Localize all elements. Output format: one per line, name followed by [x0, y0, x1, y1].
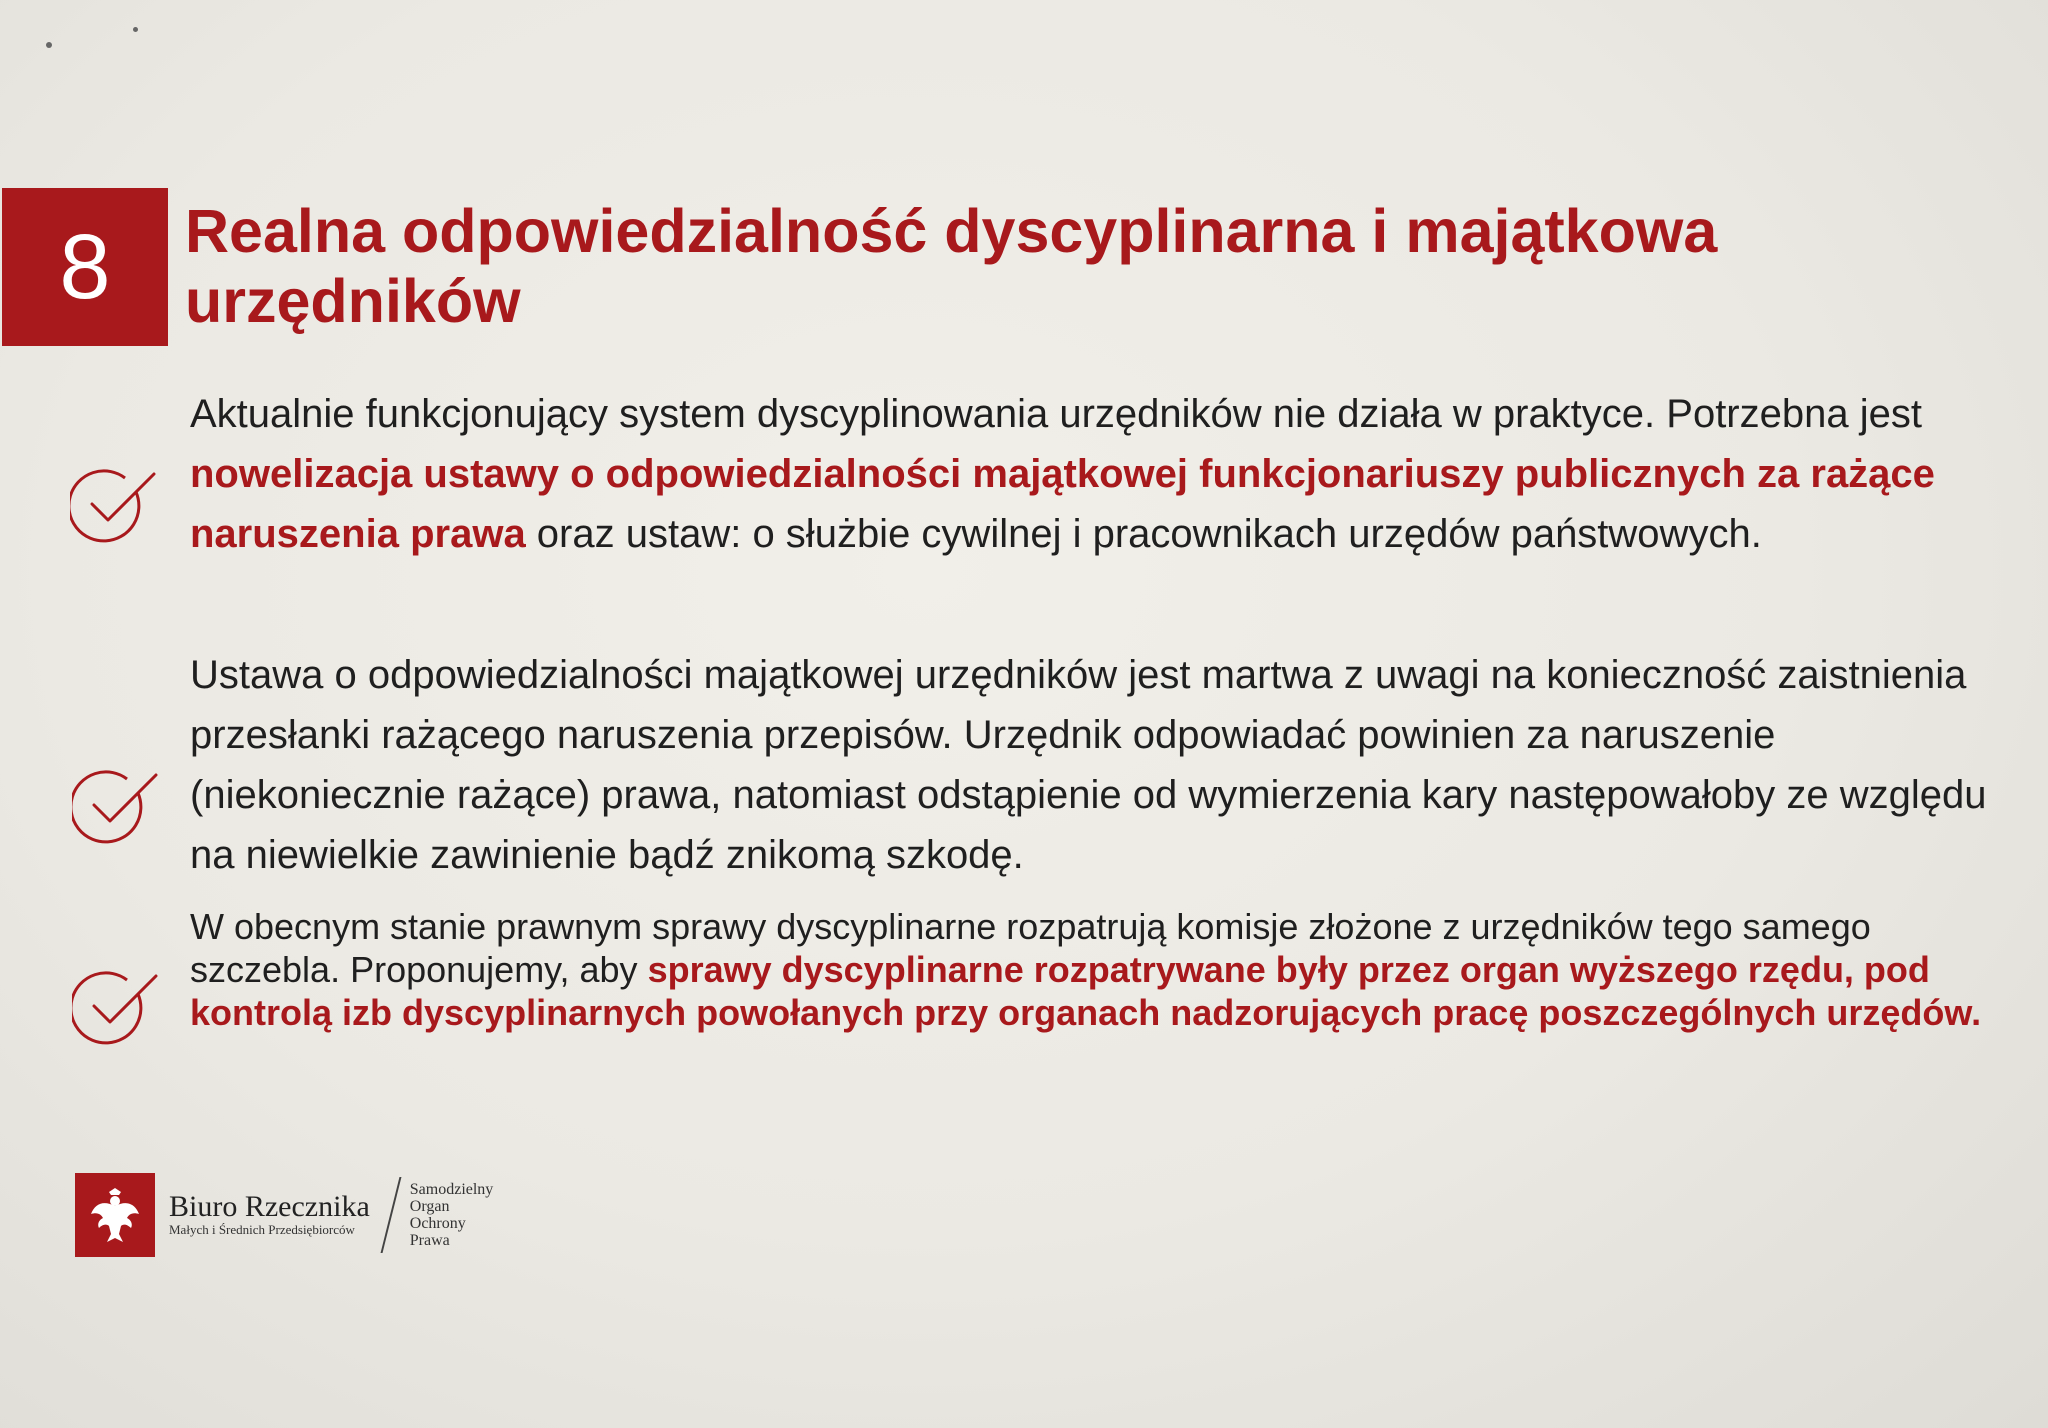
paragraph-liability-act: [190, 645, 2035, 885]
checkmark-circle-icon: [70, 462, 156, 548]
checkmark-circle-icon: [72, 763, 158, 849]
brand-subtitle: Małych i Średnich Przedsiębiorców: [169, 1222, 355, 1237]
eagle-icon: [89, 1186, 141, 1244]
paragraph-text: Aktualnie funkcjonujący system dyscyplinowania urzędników nie działa w praktyce. Potrzebna jest: [190, 392, 1922, 436]
brand-text: [169, 1192, 370, 1238]
highlighted-text: sprawy dyscyplinarne rozpatrywane były przez organ wyższego rzędu, pod kontrolą izb dyscyplinarnych powołanych przy organach nadzorujących pracę poszczególnych urzędów.: [190, 949, 1982, 1033]
organ-label-line: Ochrony: [409, 1215, 466, 1232]
section-number-badge: [2, 188, 168, 346]
checkmark-circle-icon: [72, 964, 158, 1050]
organ-label: [410, 1181, 494, 1249]
white-eagle-emblem-icon: [75, 1173, 155, 1257]
paper-speck: [46, 42, 52, 48]
organ-label-line: Samodzielny: [409, 1181, 494, 1198]
divider: [380, 1177, 401, 1253]
organ-label-line: Prawa: [409, 1232, 450, 1249]
organ-label-line: Organ: [409, 1198, 450, 1215]
section-title: Realna odpowiedzialność dyscyplinarna i majątkowa urzędników: [185, 197, 1718, 335]
paragraph-text: oraz ustaw: o służbie cywilnej i pracownikach urzędów państwowych.: [525, 512, 1762, 556]
paragraph-text: W obecnym stanie prawnym sprawy dyscyplinarne rozpatrują komisje złożone z urzędników tego samego szczebla. Proponujemy, aby: [190, 906, 1871, 990]
highlighted-text: nowelizacja ustawy o odpowiedzialności majątkowej funkcjonariuszy publicznych za rażące naruszenia prawa: [190, 452, 1935, 556]
footer-logo: [75, 1172, 493, 1258]
paragraph-disciplinary-proposal: [190, 905, 1990, 1034]
paragraph-text: Ustawa o odpowiedzialności majątkowej urzędników jest martwa z uwagi na konieczność zaistnienia przesłanki rażącego naruszenia przepisów. Urzędnik odpowiadać powinien za naruszenie (niekoniecznie rażące) prawa, natomiast odstąpienie od wymierzenia kary następowałoby ze względu na niewielkie zawinienie bądź znikomą szkodę.: [190, 653, 1987, 877]
brand-name: Biuro Rzecznika: [169, 1190, 370, 1223]
section-number: 8: [59, 215, 111, 318]
paper-speck: [133, 27, 138, 32]
paragraph-current-system: [190, 384, 2035, 564]
